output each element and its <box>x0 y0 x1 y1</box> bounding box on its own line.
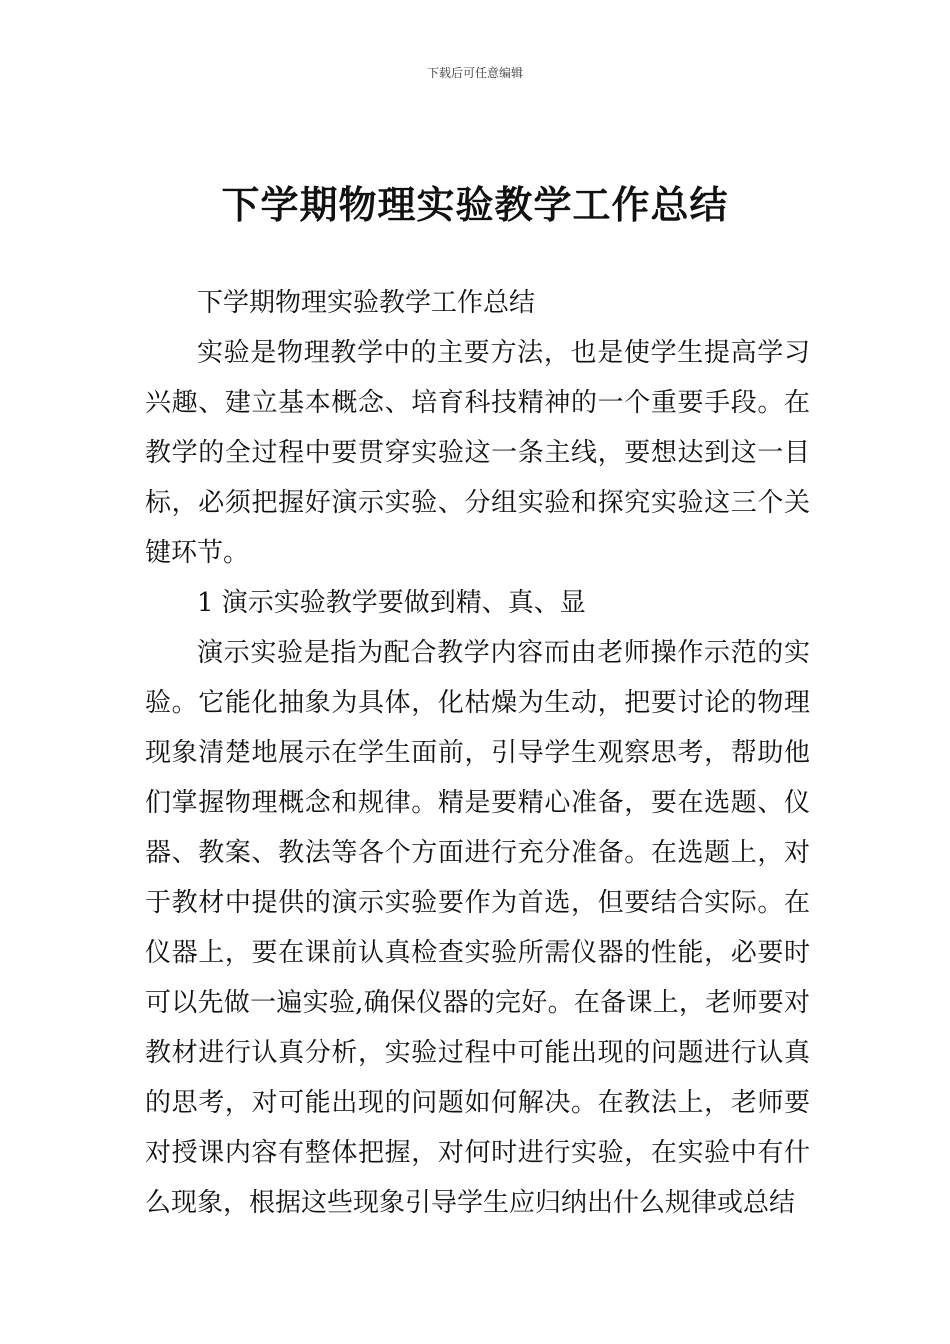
header-note: 下载后可任意编辑 <box>426 66 523 80</box>
section-heading: 1 演示实验教学要做到精、真、显 <box>197 588 586 618</box>
document-body <box>145 278 810 1228</box>
paragraph-intro: 实验是物理教学中的主要方法，也是使学生提高学习兴趣、建立基本概念、培育科技精神的一个重要手段。在教学的全过程中要贯穿实验这一条主线，要想达到这一目标，必须把握好演示实验、分组实验和探究实验这三个关键环节。 <box>145 338 810 568</box>
document-title: 下学期物理实验教学工作总结 <box>221 183 729 227</box>
paragraph-demo-experiments: 演示实验是指为配合教学内容而由老师操作示范的实验。它能化抽象为具体，化枯燥为生动，把要讨论的物理现象清楚地展示在学生面前，引导学生观察思考，帮助他们掌握物理概念和规律。精是要精心准备，要在选题、仪器、教案、教法等各个方面进行充分准备。在选题上，对于教材中提供的演示实验要作为首选，但要结合实际。在仪器上，要在课前认真检查实验所需仪器的性能，必要时可以先做一遍实验,确保仪器的完好。在备课上，老师要对教材进行认真分析，实验过程中可能出现的问题进行认真的思考，对可能出现的问题如何解决。在教法上，老师要对授课内容有整体把握，对何时进行实验，在实验中有什么现象，根据这些现象引导学生应归纳出什么规律或总结 <box>145 638 810 1218</box>
paragraph-subtitle: 下学期物理实验教学工作总结 <box>197 288 536 318</box>
